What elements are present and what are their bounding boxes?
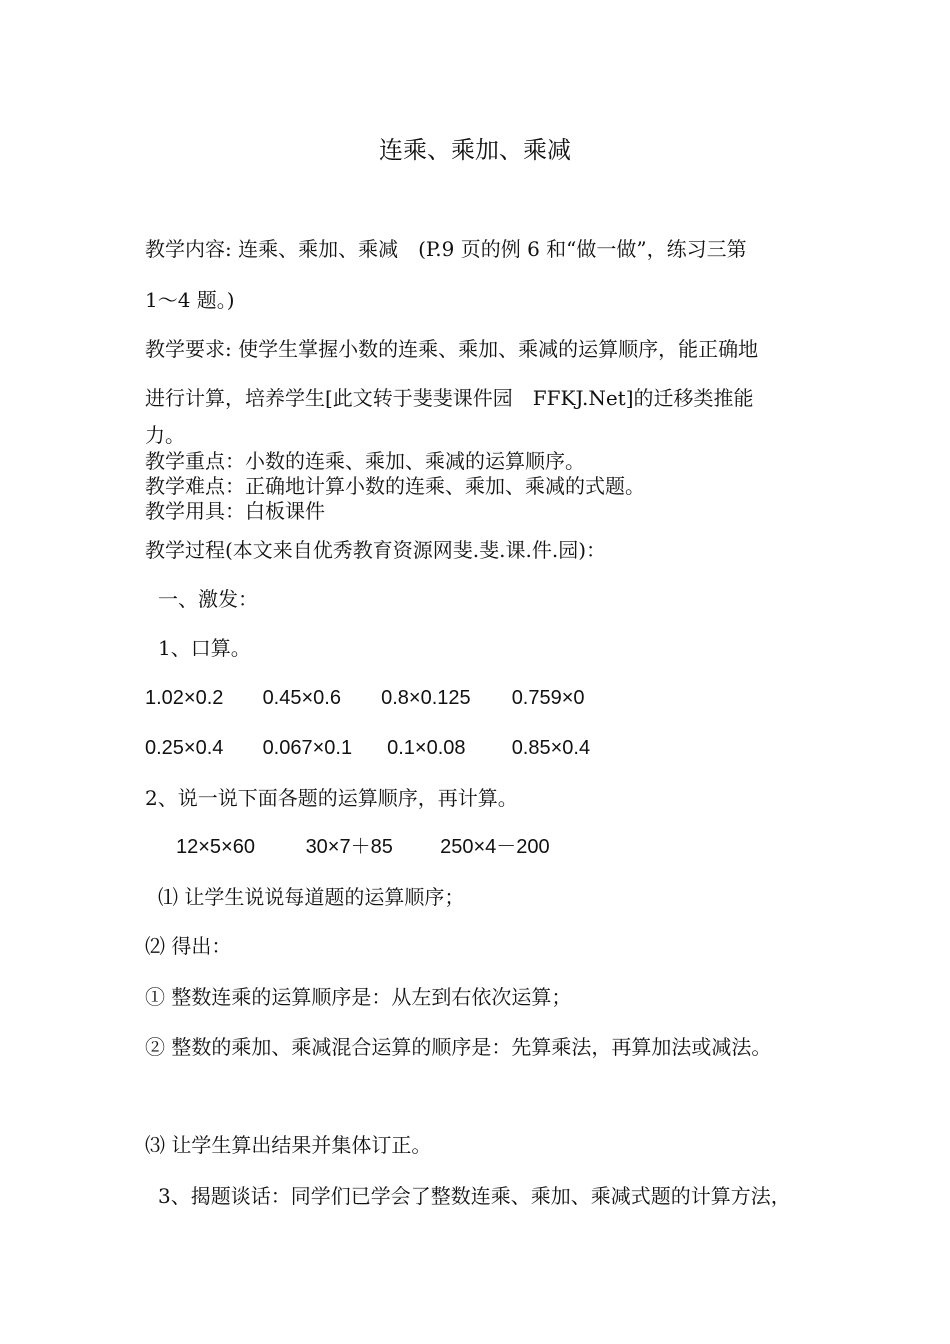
mental-math-row-1: [145, 686, 585, 710]
expression: 0.759×0: [511, 687, 585, 709]
difficulty-point: 教学难点：正确地计算小数的连乘、乘加、乘减的式题。: [145, 474, 645, 498]
mental-math-row-2: [145, 736, 590, 760]
teaching-content-line-2: 1～4 题。): [145, 288, 235, 312]
item-mental-math: 1、口算。: [158, 636, 251, 660]
expression: 250×4－200: [440, 836, 550, 858]
sub-step-2: ⑵ 得出：: [145, 934, 232, 958]
expression: 30×7＋85: [305, 836, 393, 858]
order-expressions-row: [176, 835, 550, 859]
teaching-requirement-line-1: 教学要求: 使学生掌握小数的连乘、乘加、乘减的运算顺序，能正确地: [145, 337, 759, 361]
teaching-requirement-line-2: 进行计算，培养学生[此文转于斐斐课件园 FFKJ.Net]的迁移类推能: [145, 386, 754, 410]
item-order-of-operations: 2、说一说下面各题的运算顺序，再计算。: [145, 786, 518, 810]
expression: 0.8×0.125: [381, 687, 471, 709]
teaching-content-line-1: 教学内容: 连乘、乘加、乘减 (P.9 页的例 6 和“做一做”，练习三第: [145, 237, 747, 261]
expression: 12×5×60: [176, 836, 255, 858]
teaching-tools: 教学用具：白板课件: [145, 499, 325, 523]
sub-step-1: ⑴ 让学生说说每道题的运算顺序；: [158, 885, 465, 909]
sub-step-3: ⑶ 让学生算出结果并集体订正。: [145, 1133, 432, 1157]
rule-2: ② 整数的乘加、乘减混合运算的顺序是：先算乘法，再算加法或减法。: [145, 1035, 772, 1059]
item-topic-intro: 3、揭题谈话：同学们已学会了整数连乘、乘加、乘减式题的计算方法，: [158, 1184, 791, 1208]
rule-1: ① 整数连乘的运算顺序是：从左到右依次运算；: [145, 985, 572, 1009]
expression: 0.25×0.4: [145, 737, 224, 759]
teaching-process: 教学过程(本文来自优秀教育资源网斐.斐.课.件.园)：: [145, 538, 607, 562]
expression: 0.067×0.1: [262, 737, 353, 759]
key-point: 教学重点：小数的连乘、乘加、乘减的运算顺序。: [145, 449, 585, 473]
teaching-requirement-line-3: 力。: [145, 423, 185, 447]
expression: 1.02×0.2: [145, 687, 224, 709]
document-title: 连乘、乘加、乘减: [379, 136, 571, 164]
expression: 0.85×0.4: [511, 737, 591, 759]
section-heading-1: 一、激发：: [158, 587, 258, 611]
expression: 0.45×0.6: [262, 687, 341, 709]
expression: 0.1×0.08: [387, 737, 466, 759]
